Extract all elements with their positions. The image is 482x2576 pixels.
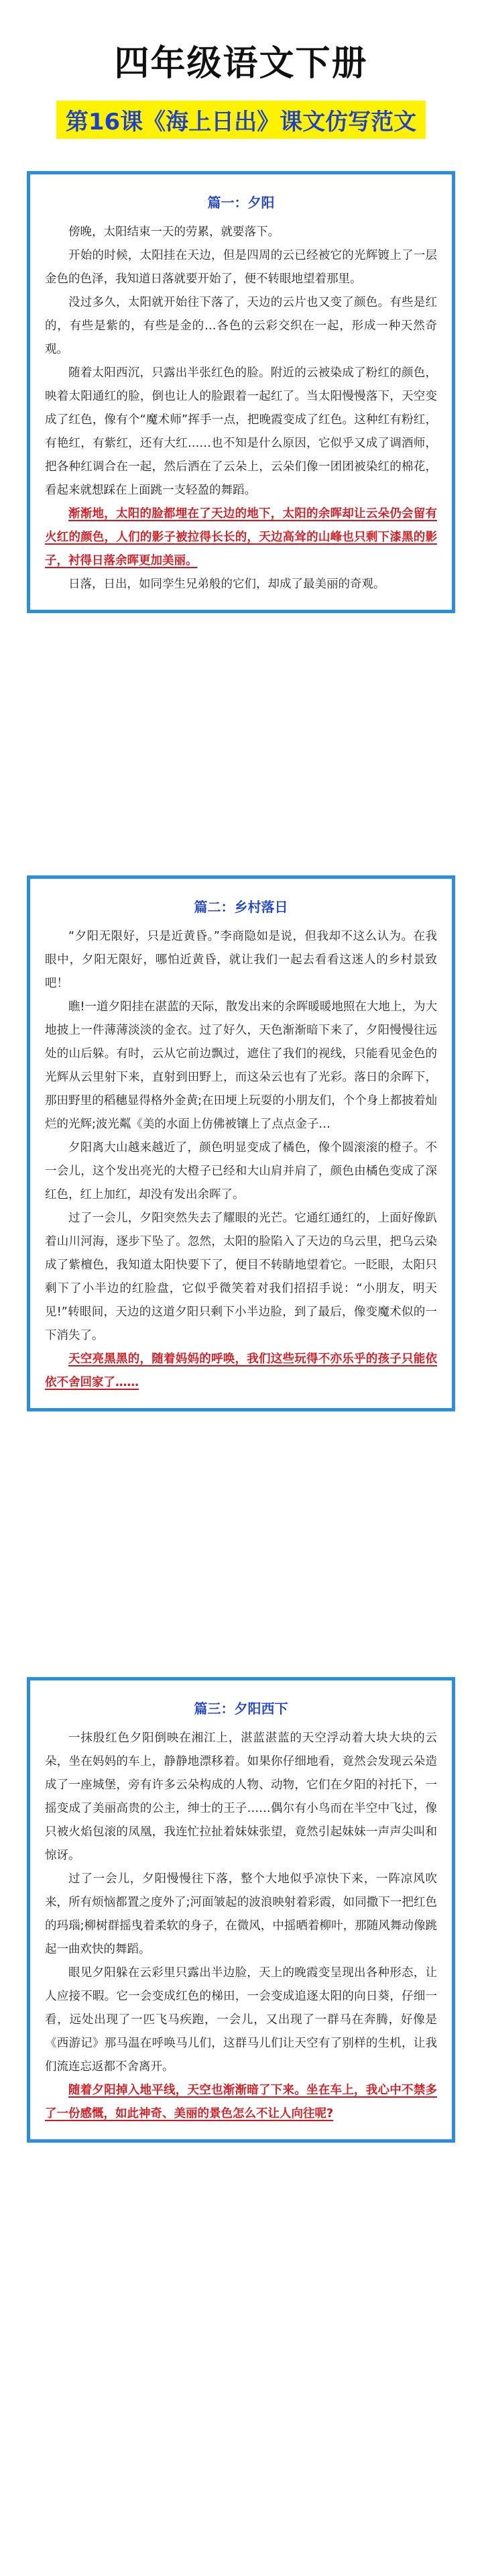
subtitle-highlight: 第16课《海上日出》课文仿写范文 bbox=[56, 101, 426, 139]
paragraph: 日落，日出，如同孪生兄弟般的它们，却成了最美丽的奇观。 bbox=[68, 578, 385, 591]
paragraph: 随着太阳西沉，只露出半张红色的脸。附近的云被染成了粉红的颜色，映着太阳通红的脸，倒也让人的脸跟着一起红了。当太阳慢慢落下，天空变成了红色，像有个“魔术师”挥手一点，把晚霞变成了红色。这种红有粉红，有艳红，有紫红，还有大红……也不知是什么原因，它似乎又成了调酒师，把各种红调合在一起，然后洒在了云朵上，云朵们像一团团被染红的棉花，看起来就想踩在上面跳一支轻盈的舞蹈。 bbox=[45, 366, 437, 497]
highlight-paragraph: 天空亮黑黑的，随着妈妈的呼唤，我们这些玩得不亦乐乎的孩子只能依依不舍回家了…… bbox=[45, 1352, 437, 1389]
paragraph: 瞧!一道夕阳挂在湛蓝的天际，散发出来的余晖暖暖地照在大地上，为大地披上一件薄薄淡淡的金衣。过了好久，天色渐渐暗下来了，夕阳慢慢往远处的山后躲。有时，云从它前边飘过，遮住了我们的视线，只能看见金色的光辉从云里射下来，直射到田野上，而这朵云也有了光彩。落日的余晖下，那田野里的稻穗显得格外金黄;在田埂上玩耍的小朋友们，个个身上都披着灿烂的光辉;波光粼《美的水面上仿佛被镶上了点点金子… bbox=[45, 1000, 437, 1131]
paragraph: 过了一会儿，夕阳慢慢往下落，整个大地似乎凉快下来，一阵凉风吹来，所有烦恼都置之度外了;河面皱起的波浪映射着彩霞，如同撒下一把红色的玛瑙;柳树群摇曳着柔软的身子，在微风，中摇晒着柳叶，那随风舞动像跳起一曲欢快的舞蹈。 bbox=[45, 1872, 437, 1956]
article-card-1 bbox=[27, 171, 455, 613]
paragraph: 过了一会儿，夕阳突然失去了耀眼的光芒。它通红通红的，上面好像趴着山川河海，逐步下坠了。忽然，太阳的脸陷入了天边的乌云里，把乌云染成了紫檀色，我知道太阳快要下了，便目不转睛地望着它。一眨眼，太阳只剩下了小半边的红脸盘，它似乎微笑着对我们招招手说：“小朋友，明天见!”转眼间，天边的这道夕阳只剩下小半边脸，到了最后，像变魔术似的一下消失了。 bbox=[45, 1212, 437, 1342]
paragraph: 没过多久，太阳就开始往下落了，天边的云片也又变了颜色。有些是红的，有些是紫的，有些是金的…各色的云彩交织在一起，形成一种天然奇观。 bbox=[45, 296, 437, 356]
paragraph: 一抹殷红色夕阳倒映在湘江上，湛蓝湛蓝的天空浮动着大块大块的云朵，坐在妈妈的车上，静静地漂移着。如果你仔细地看，竟然会发现云朵造成了一座城堡，旁有许多云朵构成的人物、动物，它们在夕阳的衬托下，一摇变成了美丽高贵的公主，绅士的王子……偶尔有小鸟而在半空中飞过，像只被火焰包滚的凤凰，我连忙拉扯着妹妹张望，竟然引起妹妹一声声尖叫和惊讶。 bbox=[45, 1731, 437, 1862]
paragraph: 夕阳离大山越来越近了，颜色明显变成了橘色，像个圆滚滚的橙子。不一会儿，这个发出亮光的大橙子已经和大山肩并肩了，颜色由橘色变成了深红色，红上加红，却没有发出余晖了。 bbox=[45, 1141, 437, 1201]
paragraph: “夕阳无限好，只是近黄昏。”李商隐如是说，但我却不这么认为。在我眼中，夕阳无限好，哪怕近黄昏，就让我们一起去看看这迷人的乡村景致吧！ bbox=[45, 930, 437, 990]
paragraph: 开始的时候，太阳挂在天边，但是四周的云已经被它的光辉镀上了一层金色的色泽，我知道日落就要开始了，便不转眼地望着那里。 bbox=[45, 249, 437, 286]
highlight-paragraph: 随着夕阳掉入地平线，天空也渐渐暗了下来。坐在车上，我心中不禁多了一份感慨，如此神奇、美丽的景色怎么不让人向往呢? bbox=[45, 2084, 437, 2121]
section-heading: 篇一：夕阳 bbox=[207, 195, 275, 211]
highlight-paragraph: 渐渐地，太阳的脸都埋在了天边的地下，太阳的余晖却让云朵仍会留有火红的颜色，人们的影子被拉得长长的，天边高耸的山峰也只剩下漆黑的影子，衬得日落余晖更加美丽。 bbox=[45, 507, 437, 568]
section-heading: 篇三：夕阳西下 bbox=[194, 1701, 288, 1717]
article-card-2 bbox=[27, 875, 455, 1411]
page-title: 四年级语文下册 bbox=[114, 44, 368, 84]
page-subtitle bbox=[0, 101, 482, 139]
article-card-3 bbox=[27, 1677, 455, 2143]
paragraph: 傍晚，太阳结束一天的劳累，就要落下。 bbox=[68, 225, 280, 239]
paragraph: 眼见夕阳躲在云彩里只露出半边脸，天上的晚霞变呈现出各种形态，让人应接不暇。它一会变成红色的梯田，一会变成追逐太阳的向日葵，仔细一看，远处出现了一匹飞马疾跑，一会儿，又出现了一群马在奔腾，好像是《西游记》那马温在呼唤马儿们，这群马儿们让天空有了别样的生机，让我们流连忘返都不舍离开。 bbox=[45, 1966, 437, 2074]
section-heading: 篇二：乡村落日 bbox=[194, 899, 288, 915]
